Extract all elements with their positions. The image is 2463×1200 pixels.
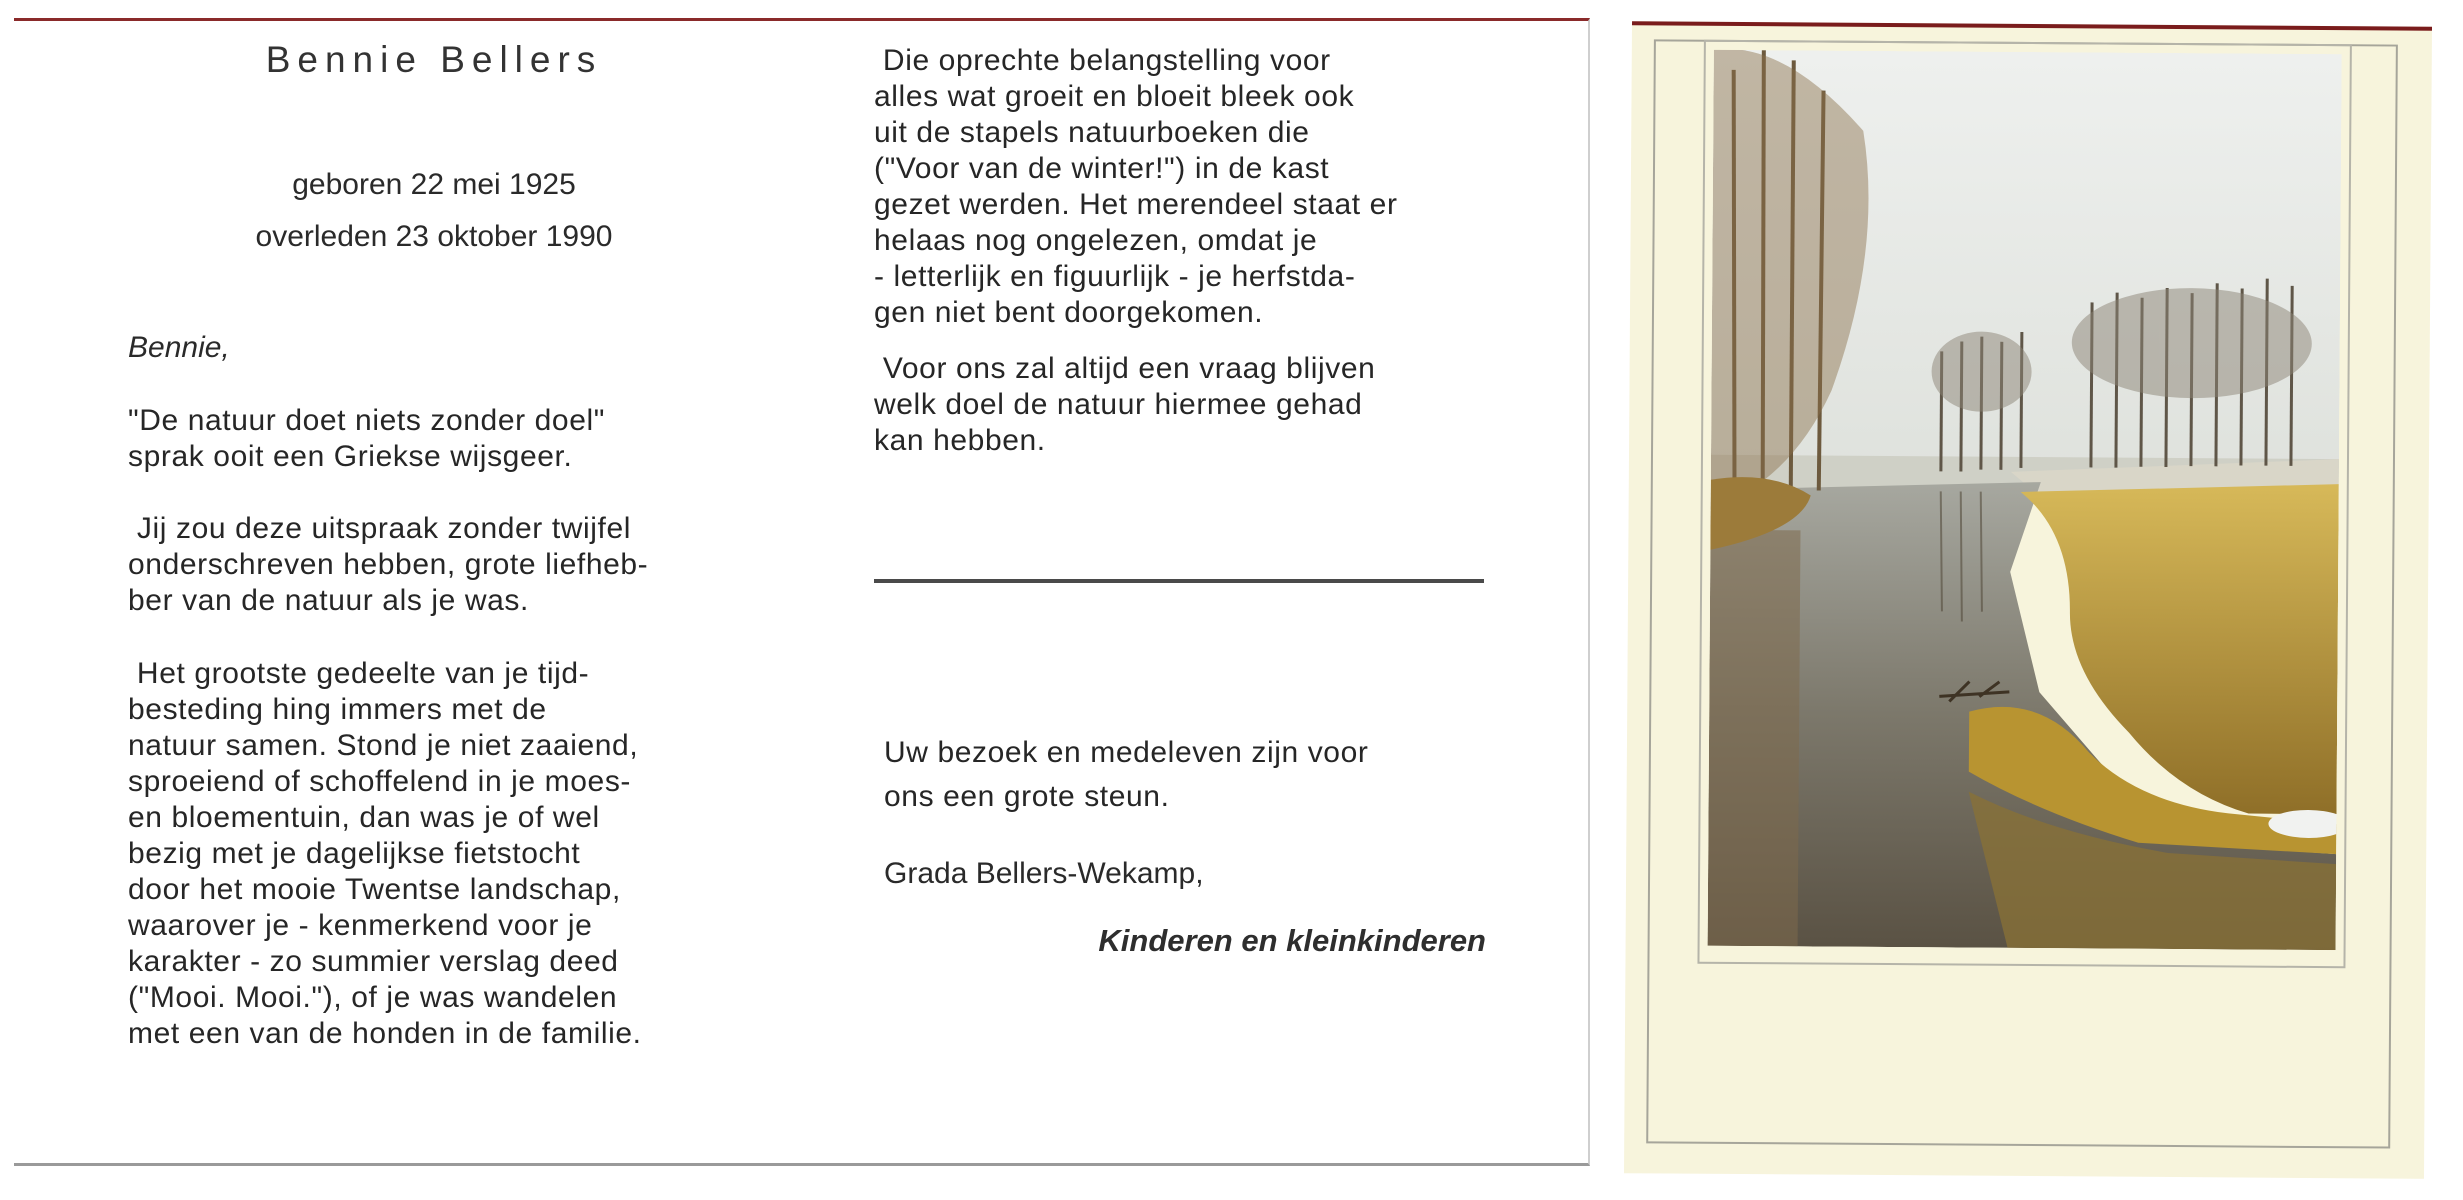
dates-block (114, 159, 754, 263)
death-date: overleden 23 oktober 1990 (255, 220, 613, 253)
salutation: Bennie, (128, 331, 230, 364)
landscape-photo (1708, 50, 2342, 950)
family-signature: Kinderen en kleinkinderen (1098, 923, 1486, 958)
birth-date: geboren 22 mei 1925 (292, 168, 576, 201)
quote-paragraph: "De natuur doet niets zonder doel" sprak ooit een Griekse wijsgeer. (128, 404, 605, 473)
divider-line (874, 579, 1484, 583)
deceased-name: Bennie Bellers (265, 39, 603, 80)
signer-name: Grada Bellers-Wekamp, (884, 857, 1204, 890)
outer-card (1624, 21, 2432, 1179)
tribute-paragraph-2: Het grootste gedeelte van je tijd- besteding hing immers met de natuur samen. Stond je niet zaaiend, sproeiend of schoffelend in je moes- en bloementuin, dan was je of wel bezig met je dagelijkse fietstocht door het mooie Twentse landschap, waarover je - kenmerkend voor je karakter - zo summier verslag deed ("Mooi. Mooi."), of je was wandelen met een van de honden in de familie. (128, 657, 642, 1050)
thanks-text: Uw bezoek en medeleven zijn voor ons een grote steun. (884, 736, 1369, 813)
inner-card (14, 18, 1590, 1166)
canal-landscape-illustration (1708, 50, 2342, 950)
tribute-paragraph-1: Jij zou deze uitspraak zonder twijfel onderschreven hebben, grote liefheb- ber van de natuur als je was. (128, 512, 649, 617)
tribute-paragraph-3: Die oprechte belangstelling voor alles wat groeit en bloeit bleek ook uit de stapels natuurboeken die ("Voor van de winter!") in de kast gezet werden. Het merendeel staat er helaas nog ongelezen, omdat je - letterlijk en figuurlijk - je herfstda- gen niet bent doorgekomen. (874, 44, 1398, 329)
tribute-paragraph-4: Voor ons zal altijd een vraag blijven welk doel de natuur hiermee gehad kan hebben. (874, 352, 1376, 457)
